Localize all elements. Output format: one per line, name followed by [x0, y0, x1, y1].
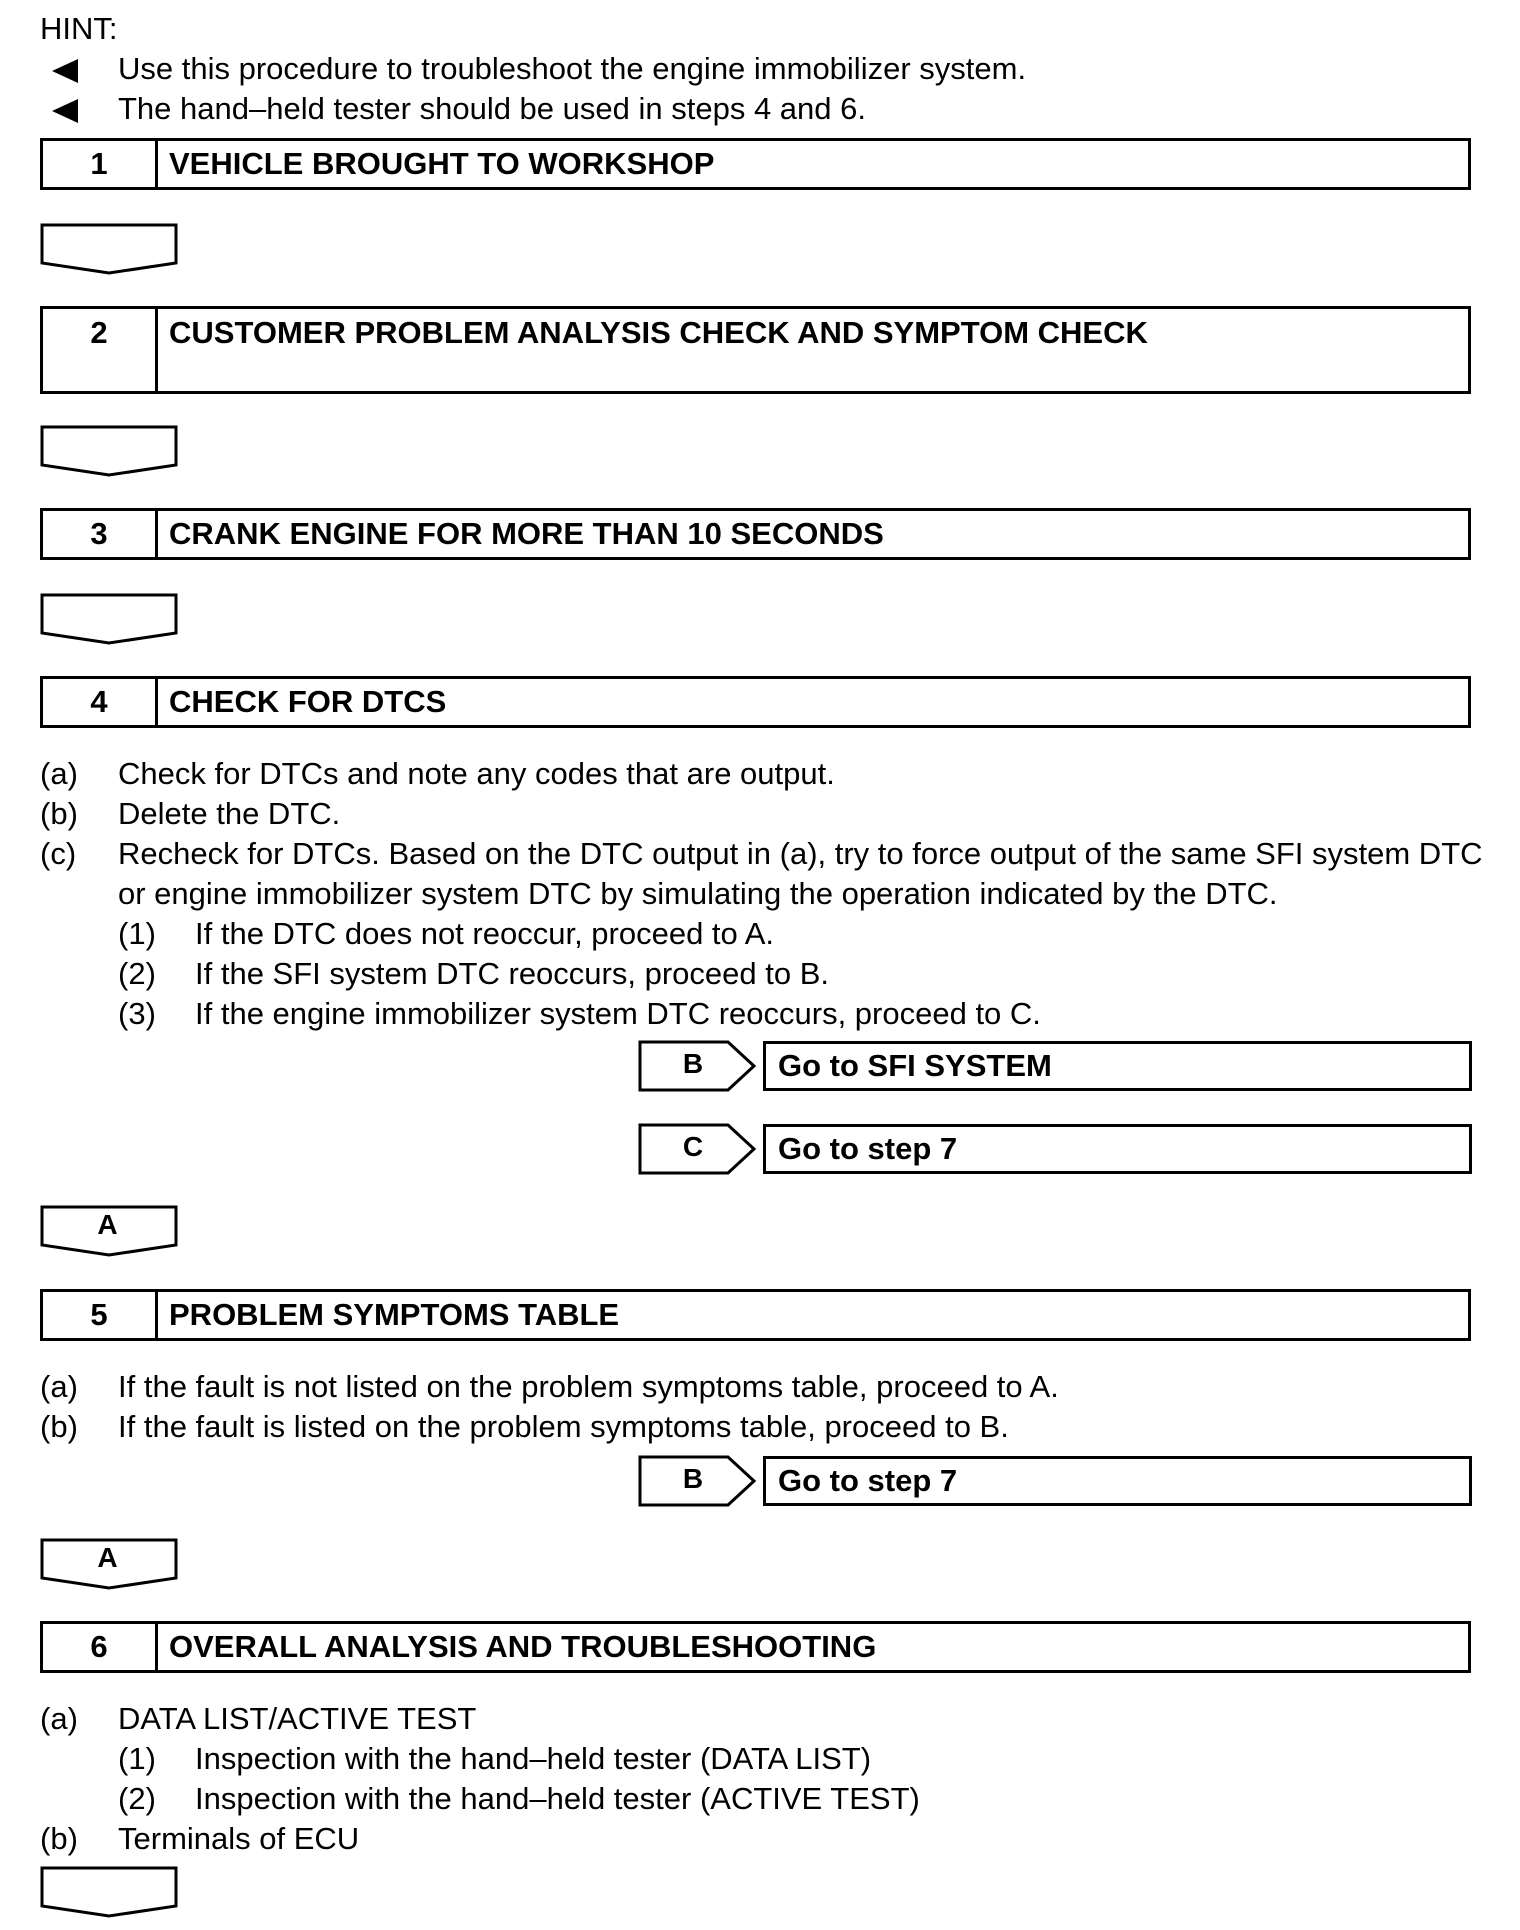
- item-label: (c): [40, 836, 77, 871]
- item-label: (b): [40, 1409, 78, 1444]
- branch-tag-label: B: [682, 1463, 704, 1494]
- branch-target-text: Go to SFI SYSTEM: [778, 1048, 1052, 1083]
- step-title: PROBLEM SYMPTOMS TABLE: [169, 1297, 620, 1332]
- item-text: If the fault is listed on the problem symptoms table, proceed to B.: [118, 1409, 1009, 1444]
- sub-item-text: Inspection with the hand–held tester (ACTIVE TEST): [195, 1781, 920, 1816]
- step-title: CRANK ENGINE FOR MORE THAN 10 SECONDS: [169, 516, 884, 551]
- flow-down-arrow-icon: [40, 425, 180, 482]
- flow-arrow-label: A: [97, 1542, 118, 1573]
- branch-tag-label: C: [682, 1131, 704, 1162]
- sub-item-text: If the engine immobilizer system DTC reoccurs, proceed to C.: [195, 996, 1041, 1031]
- sub-item-label: (1): [118, 916, 156, 951]
- step-box-5: [40, 1289, 1471, 1341]
- item-text: Terminals of ECU: [118, 1821, 360, 1856]
- bullet-triangle-icon: [52, 59, 78, 83]
- step-box-6: [40, 1621, 1471, 1673]
- item-label: (a): [40, 1369, 78, 1404]
- sub-item-label: (1): [118, 1741, 156, 1776]
- step-title: VEHICLE BROUGHT TO WORKSHOP: [169, 146, 715, 181]
- step-number: 4: [43, 679, 158, 725]
- item-text: Delete the DTC.: [118, 796, 341, 831]
- step-number: 6: [43, 1624, 158, 1670]
- step-box-4: [40, 676, 1471, 728]
- item-text: If the fault is not listed on the problem symptoms table, proceed to A.: [118, 1369, 1059, 1404]
- item-text: Check for DTCs and note any codes that are output.: [118, 756, 835, 791]
- bullet-triangle-icon: [52, 99, 78, 123]
- sub-item-label: (3): [118, 996, 156, 1031]
- item-label: (a): [40, 1701, 78, 1736]
- branch-target-text: Go to step 7: [778, 1463, 958, 1498]
- flow-arrow-label: A: [97, 1209, 118, 1240]
- hint-item: The hand–held tester should be used in steps 4 and 6.: [118, 91, 866, 126]
- item-label: (b): [40, 796, 78, 831]
- sub-item-text: Inspection with the hand–held tester (DATA LIST): [195, 1741, 872, 1776]
- step-number: 3: [43, 511, 158, 557]
- branch-target-box: [763, 1456, 1472, 1506]
- step-box-3: [40, 508, 1471, 560]
- hint-item: Use this procedure to troubleshoot the engine immobilizer system.: [118, 51, 1027, 86]
- branch-tag-label: B: [682, 1048, 704, 1079]
- step-title: CHECK FOR DTCS: [169, 684, 447, 719]
- sub-item-text: If the DTC does not reoccur, proceed to A.: [195, 916, 774, 951]
- flow-down-arrow-icon: [40, 223, 180, 280]
- sub-item-label: (2): [118, 1781, 156, 1816]
- flow-down-arrow-icon: [40, 1866, 180, 1923]
- item-label: (a): [40, 756, 78, 791]
- step-box-1: [40, 138, 1471, 190]
- step-title: OVERALL ANALYSIS AND TROUBLESHOOTING: [169, 1629, 877, 1664]
- step-title: CUSTOMER PROBLEM ANALYSIS CHECK AND SYMPTOM CHECK: [169, 315, 1148, 350]
- sub-item-label: (2): [118, 956, 156, 991]
- item-label: (b): [40, 1821, 78, 1856]
- sub-item-text: If the SFI system DTC reoccurs, proceed to B.: [195, 956, 829, 991]
- branch-target-box: [763, 1124, 1472, 1174]
- item-text: DATA LIST/ACTIVE TEST: [118, 1701, 477, 1736]
- branch-target-text: Go to step 7: [778, 1131, 958, 1166]
- step-number: 1: [43, 141, 158, 187]
- item-text: or engine immobilizer system DTC by simulating the operation indicated by the DTC.: [118, 876, 1278, 911]
- hint-label: HINT:: [40, 11, 118, 46]
- item-text: Recheck for DTCs. Based on the DTC output in (a), try to force output of the same SFI system DTC: [118, 836, 1483, 871]
- step-number: 2: [43, 309, 158, 391]
- flow-down-arrow-icon: [40, 593, 180, 650]
- branch-target-box: [763, 1041, 1472, 1091]
- step-box-2: [40, 306, 1471, 394]
- step-number: 5: [43, 1292, 158, 1338]
